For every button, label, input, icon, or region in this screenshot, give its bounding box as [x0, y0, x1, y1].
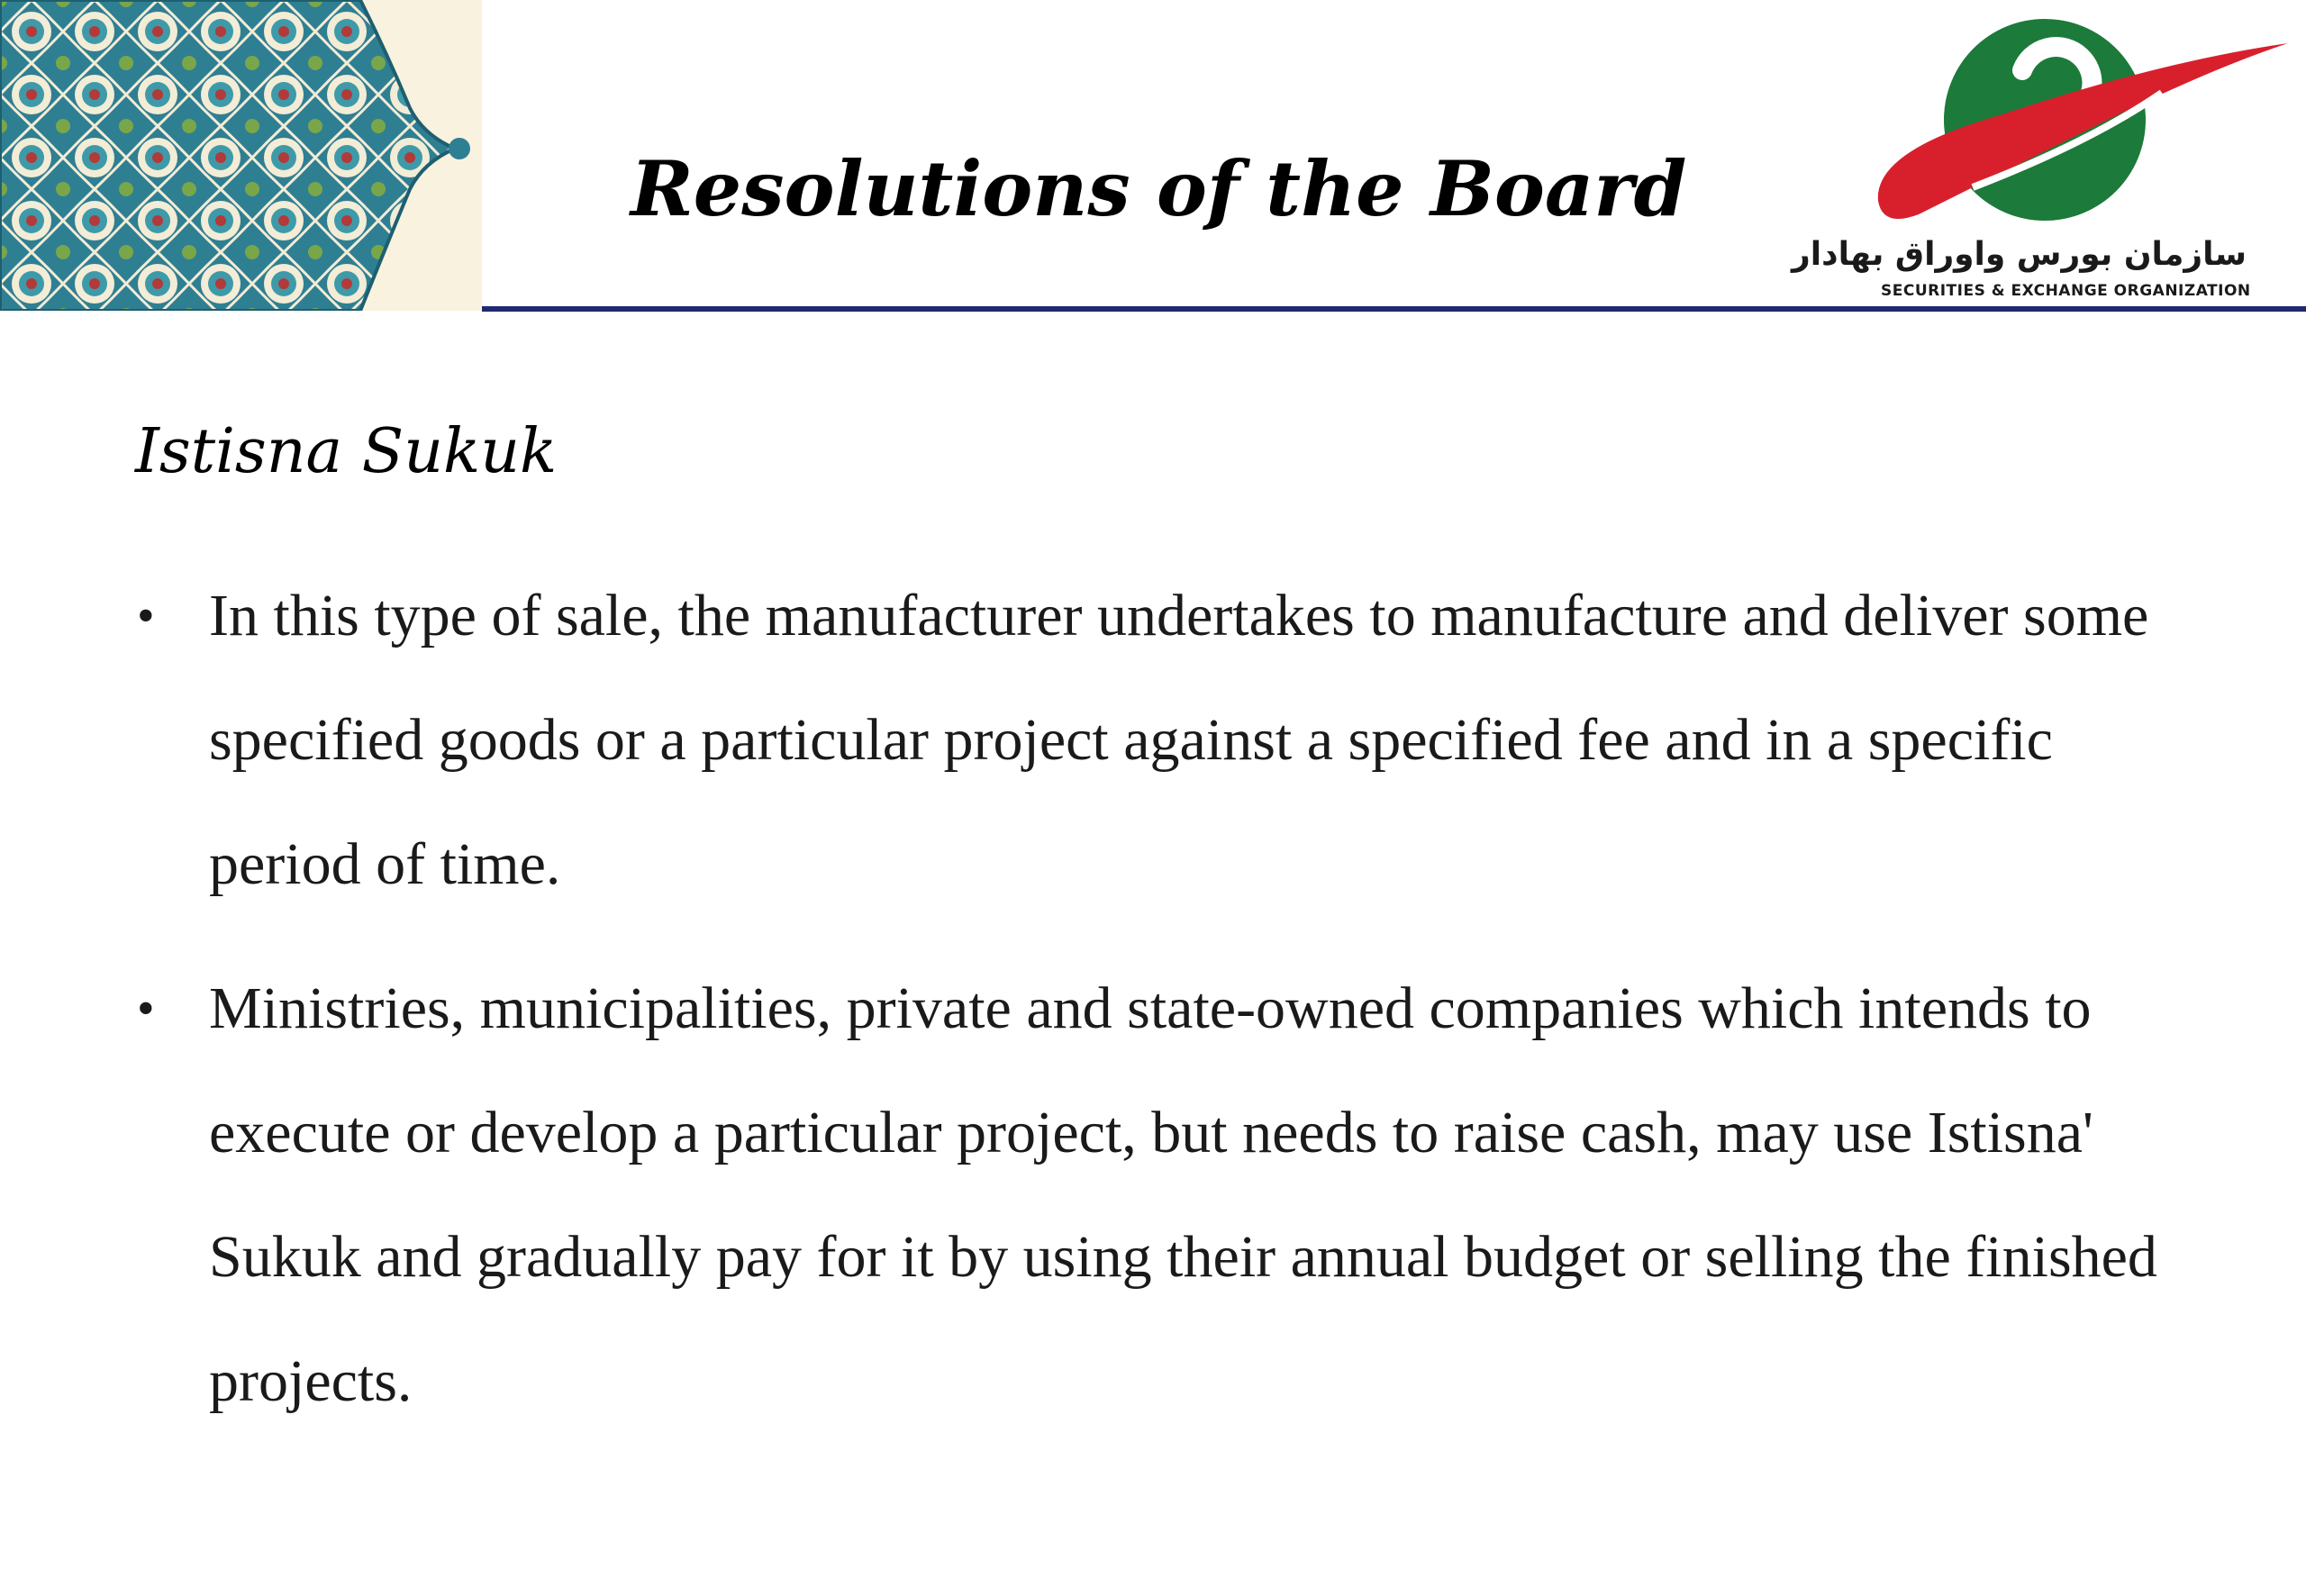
bullet-dot-icon: •	[137, 981, 155, 1037]
bullet-text: Ministries, municipalities, private and state-owned companies which intends to execute or develop a particular project, but needs to raise cash, may use Istisna' Sukuk and gradually pay for it by using their annual budget or selling the finished projects.	[209, 975, 2157, 1414]
bullet-item	[135, 554, 2207, 927]
arabesque-ornament-icon	[0, 0, 482, 311]
section-heading: Istisna Sukuk	[135, 416, 558, 487]
header-divider	[482, 306, 2306, 312]
bullet-text: In this type of sale, the manufacturer undertakes to manufacture and deliver some specified goods or a particular project against a specified fee and in a specific period of time.	[209, 583, 2149, 897]
logo-name-persian: سازمان بورس واوراق بهادار	[1792, 236, 2247, 273]
bullet-dot-icon: •	[137, 588, 155, 644]
bullet-item	[135, 947, 2207, 1444]
bullet-list	[135, 554, 2207, 1464]
slide-title: Resolutions of the Board	[631, 144, 1687, 233]
logo-name-english: SECURITIES & EXCHANGE ORGANIZATION	[1881, 282, 2251, 300]
